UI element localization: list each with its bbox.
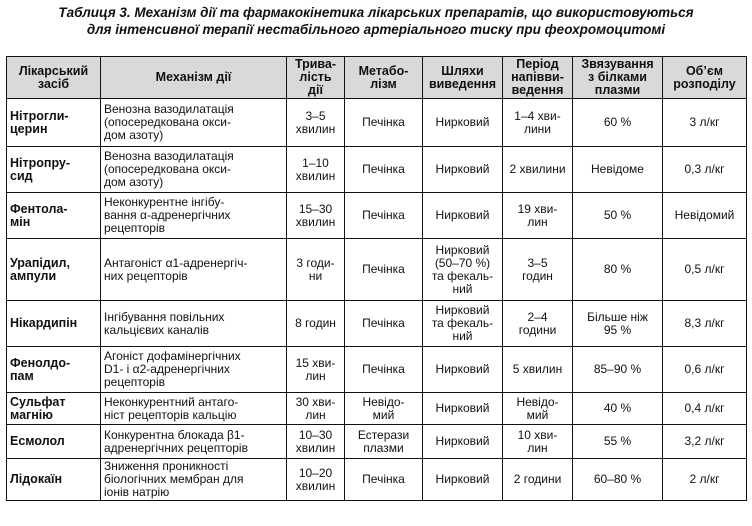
excretion-cell: [423, 193, 503, 239]
cell-text-line: ніст рецепторів кальцію: [104, 407, 237, 422]
cell-text-line: Більше ніж: [587, 309, 648, 324]
cell-text-line: Нирковий: [435, 362, 490, 376]
protein-binding-cell: [573, 301, 663, 347]
cell-text-line: (опосередкована окси-: [104, 162, 231, 176]
cell-text-line: Урапідил,: [10, 255, 70, 270]
duration-cell: [287, 99, 345, 147]
cell-text-line: лин: [527, 440, 548, 455]
volume-cell: [663, 147, 747, 193]
cell-text-line: Естерази: [357, 427, 410, 442]
cell-text-line: 10–20: [298, 465, 333, 480]
volume-cell: [663, 99, 747, 147]
cell-text-line: Венозна вазодилатація: [104, 149, 234, 163]
cell-text-line: 1–4 хви-: [514, 108, 561, 123]
cell-text-line: 60–80 %: [593, 472, 642, 486]
cell-text-line: Нирковий: [435, 208, 490, 222]
duration-cell: [287, 393, 345, 425]
header-text-line: дії: [308, 83, 323, 97]
protein-binding-cell: [573, 347, 663, 393]
cell-text-line: Нітропру-: [10, 155, 71, 170]
cell-text-line: рецепторів: [104, 375, 166, 389]
header-text-line: Трива-: [294, 57, 337, 71]
cell-text-line: хвилин: [295, 478, 336, 493]
duration-cell: [287, 239, 345, 301]
header-duration: [287, 57, 345, 99]
duration-cell: [287, 147, 345, 193]
half-life-cell: [503, 347, 573, 393]
volume-cell: [663, 347, 747, 393]
cell-text-line: них рецепторів: [104, 268, 188, 283]
header-volume: [663, 57, 747, 99]
drug-name-cell: [7, 425, 101, 459]
cell-text-line: 5 хвилин: [512, 362, 563, 376]
header-protein-binding: [573, 57, 663, 99]
protein-binding-cell: [573, 193, 663, 239]
cell-text-line: 55 %: [603, 434, 632, 448]
cell-text-line: 3–5: [305, 108, 326, 123]
cell-text-line: Печінка: [362, 115, 405, 129]
cell-text-line: Нирковий: [435, 401, 490, 415]
table-header: [7, 57, 747, 99]
header-text-line: Механізм дії: [155, 70, 232, 84]
cell-text-line: Неконкурентний антаго-: [104, 394, 239, 409]
cell-text-line: Нирковий: [435, 472, 490, 486]
cell-text-line: вання α-адренергічних: [104, 208, 231, 222]
caption-line-2: для інтенсивної терапії нестабільного артеріального тиску при феохромоцитомі: [86, 22, 666, 37]
cell-text-line: 0,4 л/кг: [684, 401, 725, 415]
protein-binding-cell: [573, 459, 663, 501]
mechanism-cell: [101, 425, 287, 459]
volume-cell: [663, 459, 747, 501]
duration-cell: [287, 347, 345, 393]
header-half-life: [503, 57, 573, 99]
protein-binding-cell: [573, 239, 663, 301]
metabolism-cell: [345, 147, 423, 193]
cell-text-line: Печінка: [362, 316, 405, 330]
metabolism-cell: [345, 239, 423, 301]
cell-text-line: Конкурентна блокада β1-: [104, 427, 245, 442]
cell-text-line: годин: [522, 268, 553, 283]
drug-name-cell: [7, 147, 101, 193]
cell-text-line: 95 %: [603, 322, 632, 337]
cell-text-line: 2–4: [527, 309, 548, 324]
header-text-line: Лікарський: [18, 63, 89, 78]
metabolism-cell: [345, 459, 423, 501]
cell-text-line: 2 години: [513, 472, 562, 486]
cell-text-line: сид: [10, 168, 33, 183]
cell-text-line: Сульфат: [10, 394, 66, 409]
header-text-line: розподілу: [673, 76, 736, 91]
cell-text-line: 2 хвилини: [509, 162, 566, 176]
header-text-line: Період: [516, 57, 559, 71]
cell-text-line: кальцієвих каналів: [104, 322, 210, 337]
half-life-cell: [503, 425, 573, 459]
header-row: [7, 57, 747, 99]
cell-text-line: іонів натрію: [104, 485, 170, 499]
header-metabolism: [345, 57, 423, 99]
mechanism-cell: [101, 347, 287, 393]
table-row: [7, 393, 747, 425]
cell-text-line: Невідомий: [674, 208, 735, 222]
excretion-cell: [423, 147, 503, 193]
cell-text-line: 80 %: [603, 262, 632, 276]
mechanism-cell: [101, 459, 287, 501]
header-text-line: Об’єм: [685, 63, 724, 78]
protein-binding-cell: [573, 393, 663, 425]
table-row: [7, 147, 747, 193]
header-drug: [7, 57, 101, 99]
cell-text-line: 40 %: [603, 401, 632, 415]
cell-text-line: Нирковий: [435, 434, 490, 448]
cell-text-line: 60 %: [603, 115, 632, 129]
cell-text-line: 0,3 л/кг: [684, 162, 725, 176]
excretion-cell: [423, 99, 503, 147]
cell-text-line: ампули: [10, 268, 57, 283]
header-text-line: ведення: [511, 83, 564, 97]
cell-text-line: 19 хви-: [517, 201, 558, 216]
cell-text-line: Нітрогли-: [10, 108, 69, 123]
metabolism-cell: [345, 347, 423, 393]
half-life-cell: [503, 239, 573, 301]
half-life-cell: [503, 147, 573, 193]
half-life-cell: [503, 393, 573, 425]
excretion-cell: [423, 347, 503, 393]
table-row: [7, 193, 747, 239]
drug-name-cell: [7, 239, 101, 301]
cell-text-line: 85–90 %: [593, 362, 642, 376]
cell-text-line: пам: [10, 368, 34, 383]
cell-text-line: Невідоме: [591, 162, 644, 176]
cell-text-line: лини: [523, 121, 552, 136]
cell-text-line: лин: [527, 214, 548, 229]
header-text-line: виведення: [428, 76, 497, 91]
table-row: [7, 347, 747, 393]
protein-binding-cell: [573, 99, 663, 147]
drug-name-cell: [7, 459, 101, 501]
cell-text-line: мін: [10, 214, 31, 229]
cell-text-line: 3 годи-: [296, 255, 335, 270]
cell-text-line: 30 хви-: [295, 394, 336, 409]
cell-text-line: Есмолол: [10, 434, 65, 448]
mechanism-cell: [101, 239, 287, 301]
cell-text-line: Невідо-: [362, 394, 405, 409]
half-life-cell: [503, 193, 573, 239]
cell-text-line: (опосередкована окси-: [104, 115, 231, 129]
volume-cell: [663, 193, 747, 239]
header-text-line: Метабо-: [358, 63, 409, 78]
drug-table: [6, 56, 747, 501]
cell-text-line: Нирковий: [435, 242, 490, 257]
cell-text-line: 15–30: [298, 201, 333, 216]
volume-cell: [663, 239, 747, 301]
drug-name-cell: [7, 393, 101, 425]
cell-text-line: Невідо-: [516, 394, 559, 409]
cell-text-line: Венозна вазодилатація: [104, 102, 234, 116]
table-row: [7, 425, 747, 459]
duration-cell: [287, 193, 345, 239]
excretion-cell: [423, 459, 503, 501]
cell-text-line: Нирковий: [435, 162, 490, 176]
cell-text-line: D1- і α2-адренергічних: [104, 362, 230, 376]
header-text-line: напівви-: [511, 70, 564, 84]
half-life-cell: [503, 99, 573, 147]
mechanism-cell: [101, 99, 287, 147]
cell-text-line: Печінка: [362, 472, 405, 486]
cell-text-line: дом азоту): [104, 128, 164, 142]
caption-line-1: Таблиця 3. Механізм дії та фармакокінетика лікарських препаратів, що використовуються: [58, 5, 694, 20]
table-row: [7, 239, 747, 301]
cell-text-line: хвилин: [295, 440, 336, 455]
metabolism-cell: [345, 393, 423, 425]
cell-text-line: та фекаль-: [431, 268, 494, 283]
cell-text-line: Агоніст дофамінергічних: [104, 349, 241, 363]
cell-text-line: 8 годин: [295, 316, 336, 330]
cell-text-line: 1–10: [302, 155, 329, 170]
volume-cell: [663, 425, 747, 459]
header-text-line: плазми: [594, 83, 641, 97]
cell-text-line: 10–30: [298, 427, 333, 442]
cell-text-line: дом азоту): [104, 175, 164, 189]
metabolism-cell: [345, 301, 423, 347]
cell-text-line: ний: [452, 281, 473, 296]
cell-text-line: Неконкурентне інгібу-: [104, 195, 225, 209]
header-text-line: лізм: [370, 76, 397, 91]
header-text-line: Звязування: [581, 57, 654, 71]
cell-text-line: плазми: [363, 440, 404, 455]
cell-text-line: 3–5: [527, 255, 548, 270]
cell-text-line: Зниження проникності: [104, 459, 229, 473]
table-row: [7, 99, 747, 147]
cell-text-line: магнію: [10, 407, 53, 422]
cell-text-line: лин: [305, 368, 326, 383]
table-row: [7, 301, 747, 347]
drug-name-cell: [7, 347, 101, 393]
cell-text-line: 50 %: [603, 208, 632, 222]
cell-text-line: ни: [308, 268, 323, 283]
cell-text-line: години: [518, 322, 557, 337]
cell-text-line: 10 хви-: [517, 427, 558, 442]
table-row: [7, 459, 747, 501]
excretion-cell: [423, 239, 503, 301]
drug-name-cell: [7, 193, 101, 239]
cell-text-line: 2 л/кг: [689, 472, 720, 486]
header-mechanism: [101, 57, 287, 99]
cell-text-line: 15 хви-: [295, 355, 336, 370]
half-life-cell: [503, 459, 573, 501]
cell-text-line: Фенолдо-: [10, 355, 71, 370]
cell-text-line: Печінка: [362, 362, 405, 376]
header-excretion: [423, 57, 503, 99]
cell-text-line: Печінка: [362, 208, 405, 222]
cell-text-line: хвилин: [295, 214, 336, 229]
cell-text-line: адренергічних рецепторів: [104, 440, 248, 455]
header-text-line: Шляхи: [441, 63, 484, 78]
drug-name-cell: [7, 99, 101, 147]
protein-binding-cell: [573, 425, 663, 459]
cell-text-line: хвилин: [295, 121, 336, 136]
excretion-cell: [423, 393, 503, 425]
mechanism-cell: [101, 147, 287, 193]
cell-text-line: ний: [452, 329, 473, 343]
cell-text-line: Печінка: [362, 262, 405, 276]
cell-text-line: 0,5 л/кг: [684, 262, 725, 276]
table-caption: [0, 4, 752, 38]
drug-name-cell: [7, 301, 101, 347]
volume-cell: [663, 301, 747, 347]
metabolism-cell: [345, 425, 423, 459]
cell-text-line: та фекаль-: [431, 316, 494, 330]
cell-text-line: Нирковий: [435, 303, 490, 317]
metabolism-cell: [345, 193, 423, 239]
cell-text-line: Лідокаїн: [10, 472, 63, 486]
half-life-cell: [503, 301, 573, 347]
duration-cell: [287, 459, 345, 501]
cell-text-line: Нікардипін: [10, 316, 78, 330]
cell-text-line: рецепторів: [104, 221, 166, 235]
mechanism-cell: [101, 193, 287, 239]
cell-text-line: мий: [526, 407, 549, 422]
header-text-line: лість: [299, 70, 332, 84]
cell-text-line: Нирковий: [435, 115, 490, 129]
protein-binding-cell: [573, 147, 663, 193]
cell-text-line: 0,6 л/кг: [684, 362, 725, 376]
mechanism-cell: [101, 301, 287, 347]
cell-text-line: Інгібування повільних: [104, 309, 225, 324]
cell-text-line: біологічних мембран для: [104, 472, 244, 486]
cell-text-line: 3 л/кг: [689, 115, 720, 129]
metabolism-cell: [345, 99, 423, 147]
cell-text-line: лин: [305, 407, 326, 422]
table-body: [7, 99, 747, 501]
cell-text-line: хвилин: [295, 168, 336, 183]
volume-cell: [663, 393, 747, 425]
cell-text-line: Антагоніст α1-адренергіч-: [104, 255, 248, 270]
header-text-line: засіб: [37, 76, 70, 91]
cell-text-line: церин: [10, 121, 48, 136]
cell-text-line: мий: [372, 407, 395, 422]
cell-text-line: Печінка: [362, 162, 405, 176]
excretion-cell: [423, 301, 503, 347]
duration-cell: [287, 301, 345, 347]
duration-cell: [287, 425, 345, 459]
cell-text-line: (50–70 %): [434, 255, 491, 270]
cell-text-line: 3,2 л/кг: [684, 434, 725, 448]
mechanism-cell: [101, 393, 287, 425]
cell-text-line: 8,3 л/кг: [684, 316, 725, 330]
header-text-line: з білками: [588, 70, 647, 84]
cell-text-line: Фентола-: [10, 201, 68, 216]
excretion-cell: [423, 425, 503, 459]
